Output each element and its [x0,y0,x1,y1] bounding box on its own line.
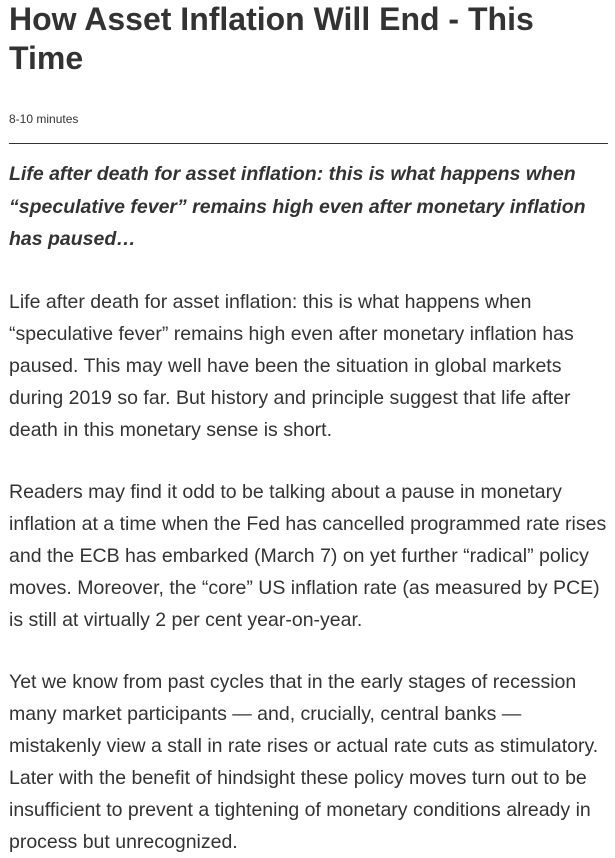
paragraph-1: Life after death for asset inflation: this is what happens when “speculative fever” remains high even after monetary inflation has paused. This may well have been the situation in global markets during 2019 so far. But history and principle suggest that life after death in this monetary sense is short. [9,290,574,441]
article-lead: Life after death for asset inflation: this is what happens when “speculative fever” remains high even after monetary inflation has paused… [9,163,586,250]
reading-time: 8-10 minutes [9,112,79,126]
article-title: How Asset Inflation Will End - This Time [9,1,534,76]
paragraph-3: Yet we know from past cycles that in the early stages of recession many market participants — and, crucially, central banks — mistakenly view a stall in rate rises or actual rate cuts as stimulatory. Later with the benefit of hindsight these policy moves turn out to be insufficient to prevent a tightening of monetary conditions already in process but unrecognized. [9,670,599,853]
divider [9,143,608,144]
article [9,0,609,858]
paragraph-2: Readers may find it odd to be talking about a pause in monetary inflation at a time when the Fed has cancelled programmed rate rises and the ECB has embarked (March 7) on yet further “radical” policy moves. Moreover, the “core” US inflation rate (as measured by PCE) is still at virtually 2 per cent year-on-year. [9,480,607,631]
